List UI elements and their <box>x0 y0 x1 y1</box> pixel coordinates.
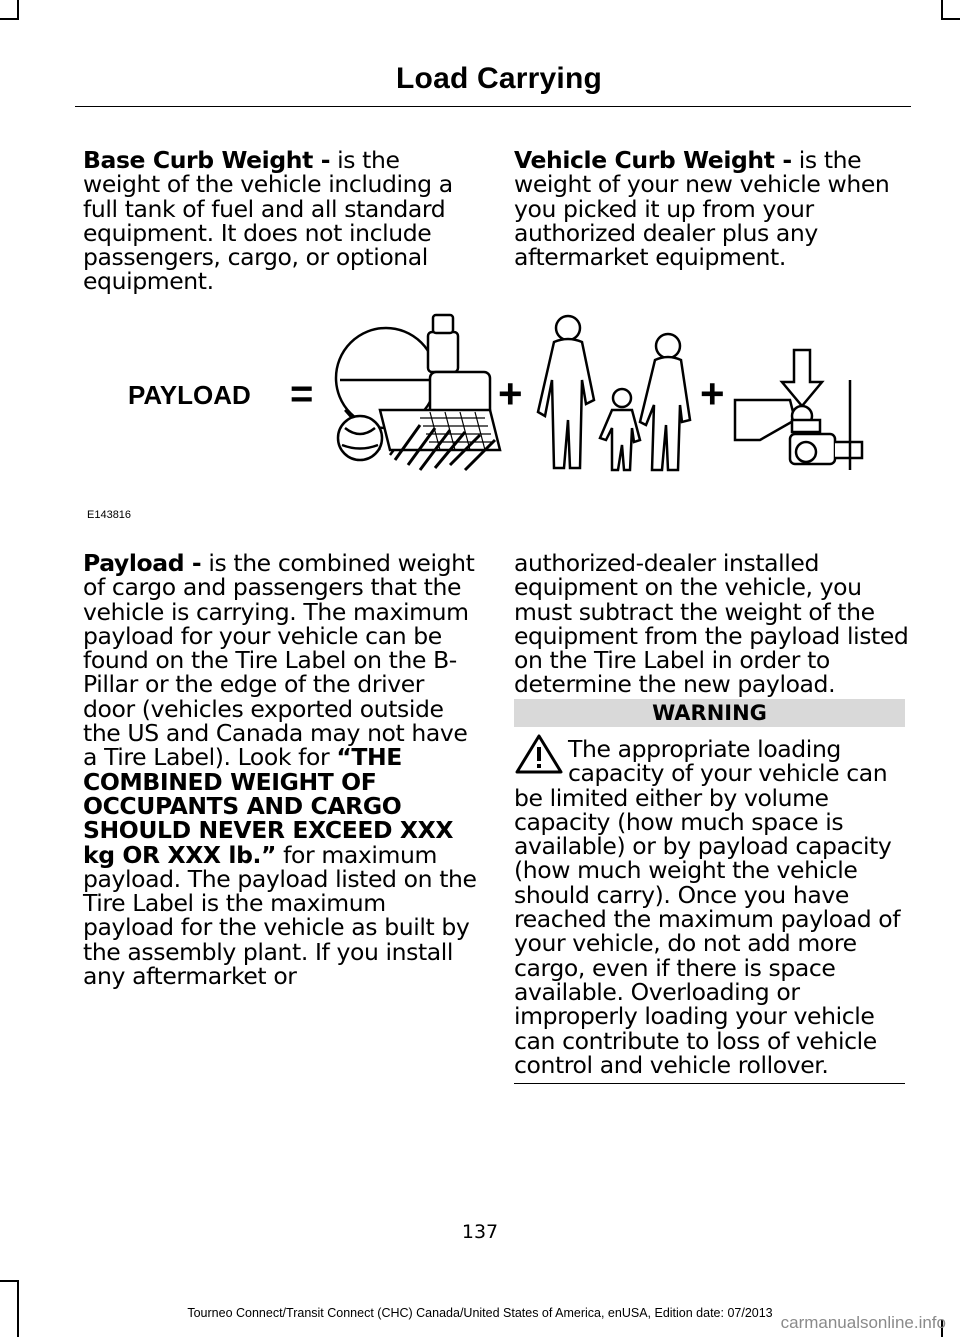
crop-mark-top-right <box>941 0 943 20</box>
equals-sign: = <box>290 372 314 416</box>
header-rule <box>75 106 911 107</box>
base-curb-weight-text: is the weight of the vehicle including a full tank of fuel and all standard equipment. It does not include passengers, cargo, or optional equipment. <box>83 146 453 296</box>
base-curb-weight-paragraph <box>83 148 478 294</box>
page-number: 137 <box>461 1221 499 1243</box>
payload-term: Payload - <box>83 549 202 577</box>
vehicle-curb-weight-paragraph <box>514 146 909 272</box>
warning-text <box>514 737 909 1077</box>
payload-label: PAYLOAD <box>128 380 251 410</box>
watermark: carmanualsonline.info <box>780 1313 946 1332</box>
vehicle-curb-weight-term: Vehicle Curb Weight - <box>514 146 792 174</box>
figure-code: E143816 <box>87 509 132 521</box>
trailer-hitch-icon <box>735 350 862 470</box>
warning-body: The appropriate loading capacity of your vehicle can be limited either by volume capacity (how much space is available) or by payload capacity (how much weight the vehicle should carry). Once you have reached the maximum payload of your vehicle, do not add more cargo, even if there is space available. Overloading or improperly loading your vehicle can contribute to loss of vehicle control and vehicle rollover. <box>514 735 901 1079</box>
crop-mark-top-right-h <box>941 18 960 20</box>
vehicle-curb-weight-text: is the weight of your new vehicle when you picked it up from your authorized dealer plus any aftermarket equipment. <box>514 146 890 272</box>
footer-edition: Tourneo Connect/Transit Connect (CHC) Canada/United States of America, enUSA, Edition date: 07/2013 <box>187 1306 773 1320</box>
warning-heading: WARNING <box>514 699 905 727</box>
payload-text-1: is the combined weight of cargo and passengers that the vehicle is carrying. The maximum payload for your vehicle can be found on the Tire Label on the B-Pillar or the edge of the driver door (vehicles exported outside the US and Canada may not have a Tire Label). Look for <box>83 549 475 772</box>
plus-sign-2: + <box>700 370 725 417</box>
cargo-icon <box>336 315 500 470</box>
crop-mark-bottom-left-h <box>0 1280 19 1282</box>
plus-sign-1: + <box>498 370 523 417</box>
payload-continued-paragraph: authorized-dealer installed equipment on the vehicle, you must subtract the weight of the equipment from the payload listed on the Tire Label in order to determine the new payload. <box>514 549 909 699</box>
page-title: Load Carrying <box>396 62 602 95</box>
payload-quote: “THE COMBINED WEIGHT OF OCCUPANTS AND CARGO SHOULD NEVER EXCEED XXX kg OR XXX lb.” <box>83 743 454 869</box>
passengers-icon <box>538 316 690 470</box>
payload-text-2: for maximum payload. The payload listed on the Tire Label is the maximum payload for the vehicle as built by the assembly plant. If you install any aftermarket or <box>83 840 477 991</box>
warning-icon-spacer <box>514 737 568 783</box>
base-curb-weight-term: Base Curb Weight - <box>83 146 331 174</box>
warning-bottom-rule <box>514 1083 905 1084</box>
payload-illustration <box>90 300 880 490</box>
payload-paragraph <box>83 549 478 991</box>
crop-mark-top-left <box>17 0 19 20</box>
crop-mark-top-left-h <box>0 18 19 20</box>
